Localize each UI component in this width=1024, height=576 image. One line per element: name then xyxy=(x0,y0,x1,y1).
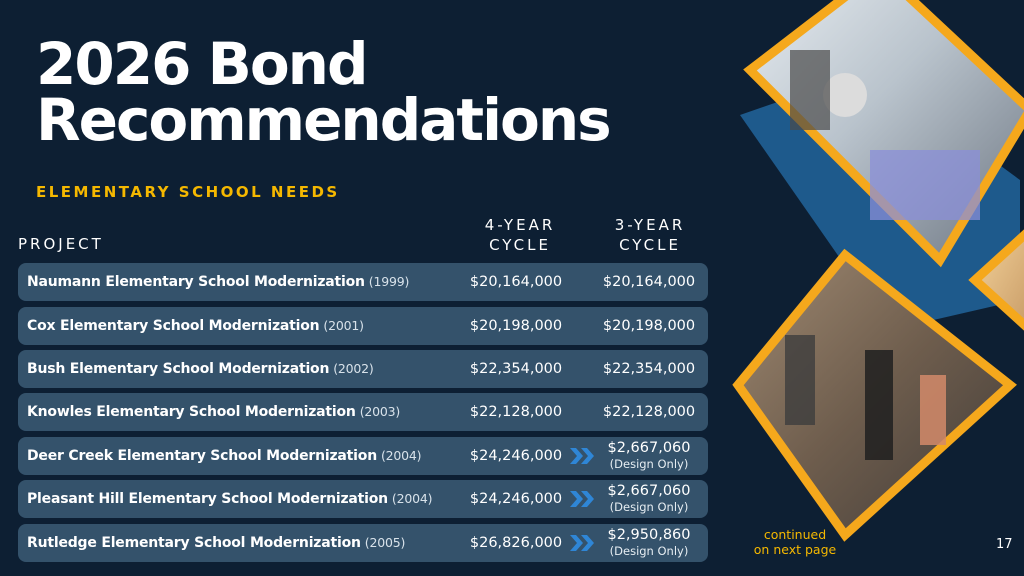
continued-note-line1: continued xyxy=(763,527,827,542)
design-only-note: (Design Only) xyxy=(609,457,689,471)
project-name xyxy=(27,524,405,562)
section-subtitle: ELEMENTARY SCHOOL NEEDS xyxy=(36,183,340,201)
four-year-cost: $22,128,000 xyxy=(469,404,563,420)
table-row xyxy=(18,307,708,345)
table-row xyxy=(18,263,708,301)
table-row xyxy=(18,350,708,388)
photo-collage xyxy=(720,0,1024,576)
project-year: (2004) xyxy=(380,448,422,463)
three-year-cost: $20,198,000 xyxy=(602,318,696,334)
project-name-text: Deer Creek Elementary School Modernization xyxy=(27,448,377,464)
three-year-cost xyxy=(596,483,702,515)
three-year-cost-value: $2,667,060 xyxy=(607,440,691,456)
continued-note xyxy=(740,527,850,557)
table-row xyxy=(18,393,708,431)
project-name-text: Pleasant Hill Elementary School Modernization xyxy=(27,491,388,507)
project-year: (2003) xyxy=(359,404,401,419)
project-name-text: Bush Elementary School Modernization xyxy=(27,361,330,377)
project-name-text: Rutledge Elementary School Modernization xyxy=(27,535,361,551)
double-chevron-right-icon xyxy=(570,491,596,507)
project-name xyxy=(27,307,364,345)
project-name xyxy=(27,393,400,431)
page-number: 17 xyxy=(996,537,1013,552)
double-chevron-right-icon xyxy=(570,535,596,551)
project-name-text: Naumann Elementary School Modernization xyxy=(27,274,365,290)
three-year-cost: $22,128,000 xyxy=(602,404,696,420)
column-header-three-year: 3-YEAR CYCLE xyxy=(614,216,686,254)
project-name xyxy=(27,350,374,388)
three-year-cost-value: $2,667,060 xyxy=(607,483,691,499)
four-year-cost: $22,354,000 xyxy=(469,361,563,377)
project-name xyxy=(27,263,409,301)
three-year-cost: $22,354,000 xyxy=(602,361,696,377)
design-only-note: (Design Only) xyxy=(609,500,689,514)
person-shape xyxy=(920,375,946,445)
project-year: (2005) xyxy=(364,535,406,550)
project-year: (2001) xyxy=(323,318,364,333)
project-name-text: Cox Elementary School Modernization xyxy=(27,318,320,334)
person-shape xyxy=(785,335,815,425)
four-year-cost: $26,826,000 xyxy=(469,535,563,551)
table-row xyxy=(18,480,708,518)
three-year-cost xyxy=(596,440,702,472)
column-header-four-year: 4-YEAR CYCLE xyxy=(484,216,556,254)
three-year-cost-value: $2,950,860 xyxy=(607,527,691,543)
table-row xyxy=(18,524,708,562)
three-year-cost: $20,164,000 xyxy=(602,274,696,290)
continued-note-line2: on next page xyxy=(753,542,837,557)
four-year-cost: $24,246,000 xyxy=(469,448,563,464)
project-year: (2002) xyxy=(333,361,374,376)
page-title: 2026 Bond Recommendations xyxy=(36,30,610,154)
person-shape xyxy=(790,50,830,130)
four-year-cost: $24,246,000 xyxy=(469,491,563,507)
project-year: (2004) xyxy=(391,491,433,506)
person-shape xyxy=(865,350,893,460)
table-row xyxy=(18,437,708,475)
column-header-project: PROJECT xyxy=(18,235,104,253)
four-year-cost: $20,198,000 xyxy=(469,318,563,334)
project-name xyxy=(27,437,421,475)
project-year: (1999) xyxy=(368,274,410,289)
plaid-shirt-shape xyxy=(870,150,980,220)
design-only-note: (Design Only) xyxy=(609,544,689,558)
project-name xyxy=(27,480,432,518)
double-chevron-right-icon xyxy=(570,448,596,464)
four-year-cost: $20,164,000 xyxy=(469,274,563,290)
three-year-cost xyxy=(596,527,702,559)
project-name-text: Knowles Elementary School Modernization xyxy=(27,404,356,420)
